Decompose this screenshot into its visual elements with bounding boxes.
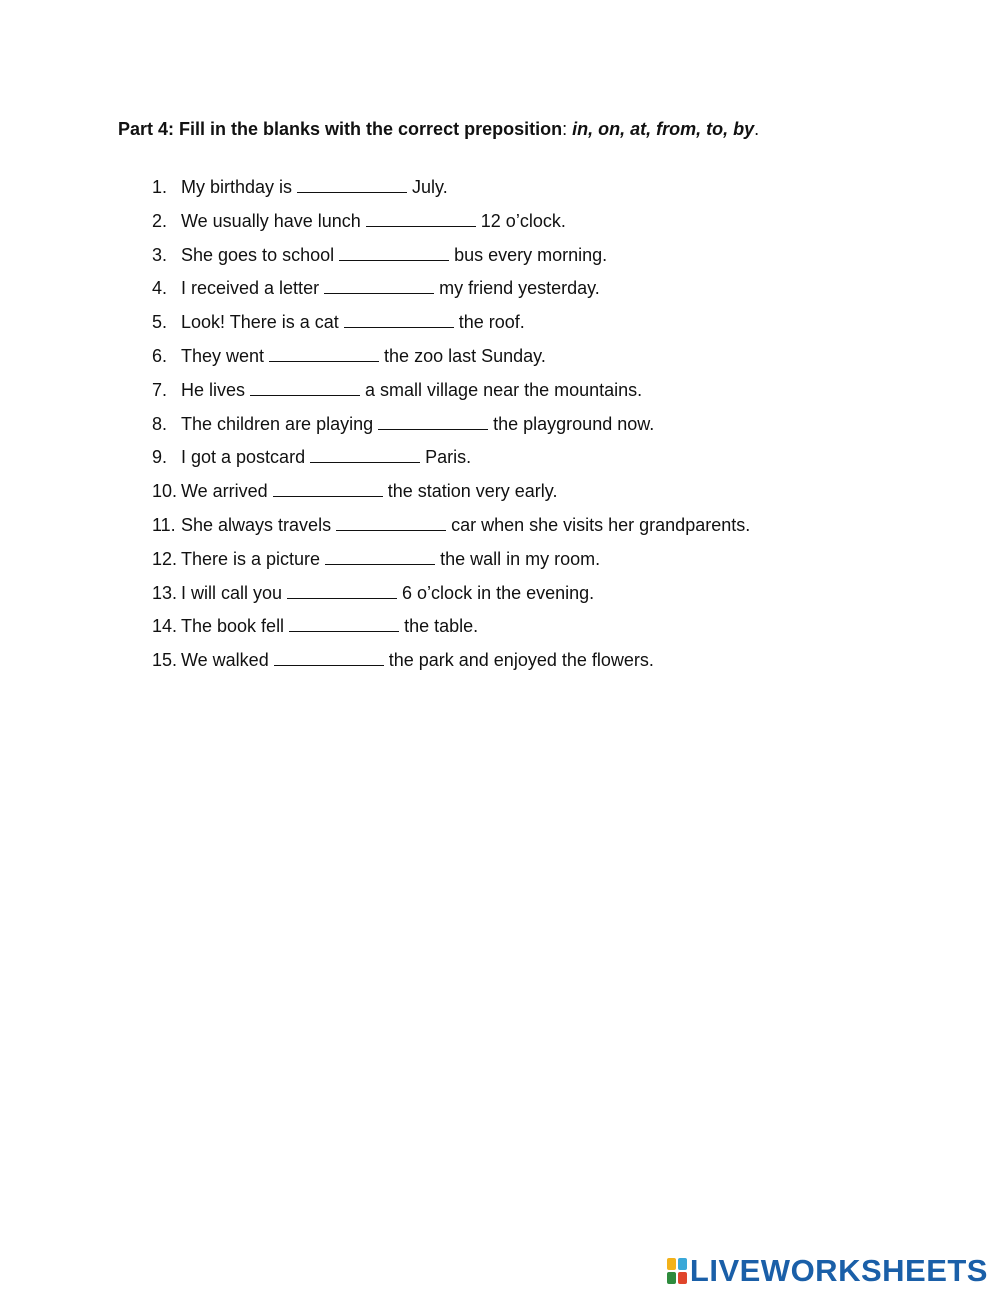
exercise-number: 2. [152, 210, 168, 231]
exercise-item [152, 276, 750, 310]
exercise-text-after: the table. [404, 616, 479, 637]
exercise-item [152, 547, 750, 581]
title-colon: : [562, 119, 568, 139]
title-preposition-options: in, on, at, from, to, by [572, 119, 755, 139]
answer-blank[interactable] [310, 445, 420, 463]
answer-blank[interactable] [274, 648, 384, 666]
exercise-item [152, 310, 750, 344]
exercise-list [152, 175, 750, 682]
liveworksheets-logo-icon [667, 1258, 687, 1284]
exercise-text-after: the wall in my room. [440, 548, 601, 569]
answer-blank[interactable] [250, 378, 360, 396]
exercise-text-before: There is a picture [181, 548, 321, 569]
exercise-item [152, 581, 750, 615]
exercise-number: 15. [152, 650, 178, 671]
exercise-item [152, 412, 750, 446]
exercise-item [152, 175, 750, 209]
title-period: . [754, 119, 760, 139]
answer-blank[interactable] [297, 175, 407, 193]
answer-blank[interactable] [378, 412, 488, 430]
exercise-number: 8. [152, 413, 168, 434]
exercise-text-after: my friend yesterday. [439, 278, 600, 299]
exercise-text-after: the roof. [458, 312, 525, 333]
worksheet-title [118, 119, 759, 140]
exercise-text-after: Paris. [425, 447, 472, 468]
exercise-number: 10. [152, 481, 178, 502]
exercise-text-after: July. [412, 177, 448, 197]
exercise-text-before: They went [181, 345, 265, 366]
exercise-text-before: I received a letter [181, 278, 320, 299]
exercise-text-after: 6 o’clock in the evening. [402, 582, 595, 603]
answer-blank[interactable] [339, 243, 449, 261]
exercise-number: 14. [152, 616, 178, 637]
liveworksheets-logo [667, 1253, 988, 1289]
exercise-text-before: She always travels [181, 514, 332, 535]
answer-blank[interactable] [273, 479, 383, 497]
exercise-item [152, 243, 750, 277]
answer-blank[interactable] [325, 547, 435, 565]
exercise-text-before: We arrived [181, 481, 268, 502]
exercise-text-after: the station very early. [387, 481, 558, 502]
answer-blank[interactable] [366, 209, 476, 227]
exercise-text-before: We usually have lunch [181, 210, 361, 231]
exercise-number: 11. [152, 514, 176, 535]
exercise-text-before: I will call you [181, 582, 283, 603]
exercise-item [152, 445, 750, 479]
exercise-text-before: I got a postcard [181, 447, 306, 468]
exercise-text-after: car when she visits her grandparents. [451, 514, 751, 535]
exercise-number: 9. [152, 447, 168, 468]
exercise-text-before: We walked [181, 650, 269, 671]
exercise-text-before: The children are playing [181, 413, 374, 434]
exercise-item [152, 209, 750, 243]
answer-blank[interactable] [269, 344, 379, 362]
exercise-text-after: 12 o’clock. [480, 210, 566, 231]
exercise-number: 1. [152, 177, 168, 197]
exercise-item [152, 648, 750, 682]
logo-tile-i [678, 1258, 687, 1270]
answer-blank[interactable] [287, 581, 397, 599]
exercise-number: 3. [152, 244, 168, 265]
exercise-text-before: My birthday is [181, 177, 293, 197]
exercise-text-after: the zoo last Sunday. [384, 345, 546, 366]
answer-blank[interactable] [344, 310, 454, 328]
logo-tile-l [667, 1258, 676, 1270]
exercise-item [152, 513, 750, 547]
logo-tile-e [678, 1272, 687, 1284]
exercise-item [152, 344, 750, 378]
liveworksheets-logo-text: LIVEWORKSHEETS [689, 1253, 988, 1288]
exercise-number: 13. [152, 582, 178, 603]
exercise-number: 12. [152, 548, 178, 569]
exercise-number: 6. [152, 345, 168, 366]
exercise-text-before: She goes to school [181, 244, 335, 265]
exercise-item [152, 378, 750, 412]
exercise-number: 5. [152, 312, 168, 333]
exercise-text-before: He lives [181, 379, 246, 400]
logo-tile-v [667, 1272, 676, 1284]
exercise-text-after: the playground now. [493, 413, 655, 434]
answer-blank[interactable] [324, 276, 434, 294]
exercise-text-before: Look! There is a cat [181, 312, 339, 333]
exercise-item [152, 479, 750, 513]
exercise-text-after: the park and enjoyed the flowers. [388, 650, 654, 671]
exercise-number: 7. [152, 379, 168, 400]
exercise-text-after: a small village near the mountains. [365, 379, 643, 400]
answer-blank[interactable] [336, 513, 446, 531]
exercise-text-after: bus every morning. [454, 244, 608, 265]
title-instruction: Part 4: Fill in the blanks with the correct preposition [118, 119, 563, 139]
exercise-text-before: The book fell [181, 616, 285, 637]
exercise-item [152, 614, 750, 648]
answer-blank[interactable] [289, 614, 399, 632]
exercise-number: 4. [152, 278, 168, 299]
